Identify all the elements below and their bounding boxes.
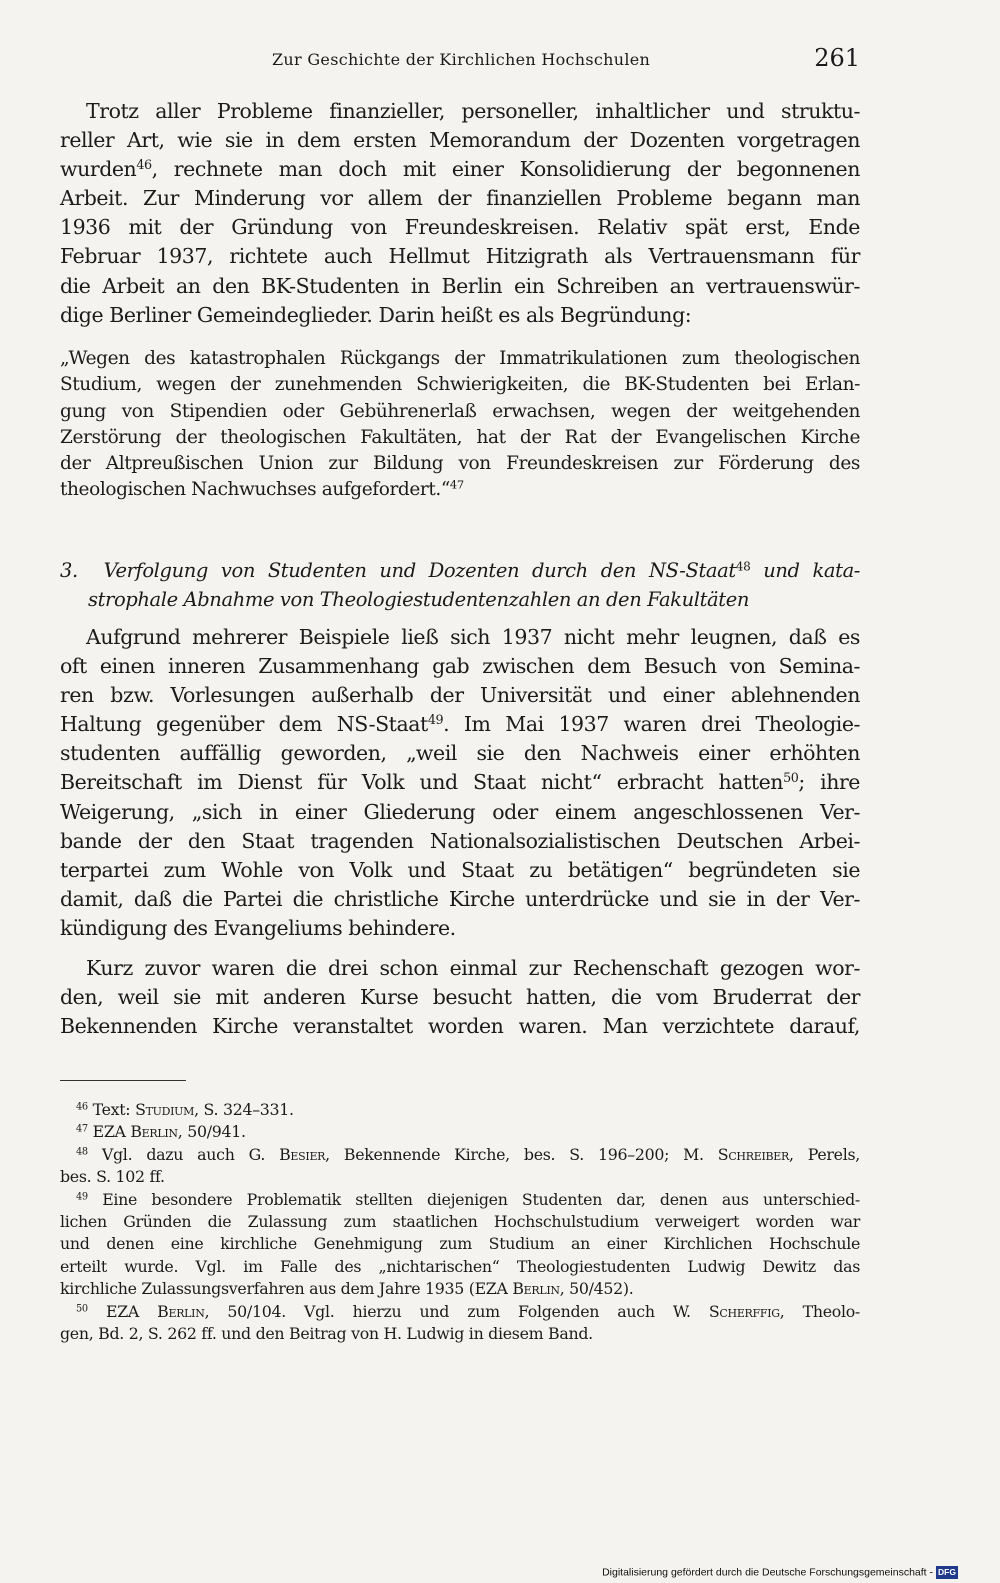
- text-line: Trotz aller Probleme finanzieller, personeller, inhaltlicher und struktu-: [86, 99, 860, 123]
- text-line: Bereitschaft im Dienst für Volk und Staat nicht“ erbracht hatten$^{50}$; ihre: [60, 770, 860, 795]
- footnote-49-cont: kirchliche Zulassungsverfahren aus dem Jahre 1935 (EZA Berlin, 50/452).: [60, 1279, 634, 1299]
- footnote-49-cont: lichen Gründen die Zulassung zum staatlichen Hochschulstudium verweigert worden war: [60, 1211, 860, 1231]
- quote-line: theologischen Nachwuchses aufgefordert.“$^{47}$: [60, 478, 464, 501]
- running-title: Zur Geschichte der Kirchlichen Hochschulen: [272, 50, 651, 69]
- footnote-50: $^{50}$ EZA Berlin, 50/104. Vgl. hierzu und zum Folgenden auch W. Scherffig, Theolo-: [76, 1301, 860, 1321]
- text-line: reller Art, wie sie in dem ersten Memorandum der Dozenten vorgetragen: [60, 128, 860, 153]
- text-line: oft einen inneren Zusammenhang gab zwischen dem Besuch von Semina-: [60, 654, 860, 679]
- text-line: 1936 mit der Gründung von Freundeskreisen. Relativ spät erst, Ende: [60, 215, 860, 240]
- quote-line: der Altpreußischen Union zur Bildung von Freundeskreisen zur Förderung des: [60, 453, 860, 475]
- quote-line: Studium, wegen der zunehmenden Schwierigkeiten, die BK-Studenten bei Erlan-: [60, 374, 860, 396]
- text-line: kündigung des Evangeliums behindere.: [60, 915, 456, 940]
- paragraph-1: [60, 97, 860, 330]
- paragraph-3: [60, 954, 860, 1041]
- footnote-50-cont: gen, Bd. 2, S. 262 ff. und den Beitrag von H. Ludwig in diesem Band.: [60, 1323, 593, 1343]
- text-line: studenten auffällig geworden, „weil sie den Nachweis einer erhöhten: [60, 741, 860, 766]
- footnote-ref: 49: [427, 712, 444, 728]
- text-line: dige Berliner Gemeindeglieder. Darin heißt es als Begründung:: [60, 302, 692, 327]
- footnote-ref: 48: [735, 559, 751, 574]
- text-line: die Arbeit an den BK-Studenten in Berlin ein Schreiben an vertrauenswür-: [60, 273, 860, 298]
- heading-line: strophale Abnahme von Theologiestudentenzahlen an den Fakultäten: [88, 588, 749, 611]
- section-heading: [60, 556, 860, 614]
- block-quote: [60, 346, 860, 504]
- text-line: Aufgrund mehrerer Beispiele ließ sich 1937 nicht mehr leugnen, daß es: [86, 625, 860, 649]
- quote-line: „Wegen des katastrophalen Rückgangs der Immatrikulationen zum theologischen: [60, 348, 860, 369]
- text-line: Weigerung, „sich in einer Gliederung oder einem angeschlossenen Ver-: [60, 799, 860, 824]
- quote-line: gung von Stipendien oder Gebührenerlaß erwachsen, wegen der weitgehenden: [60, 400, 860, 422]
- text-line: Haltung gegenüber dem NS-Staat$^{49}$. Im Mai 1937 waren drei Theologie-: [60, 712, 861, 737]
- paragraph-2: [60, 623, 860, 943]
- text-line: damit, daß die Partei die christliche Kirche unterdrücke und sie in der Ver-: [60, 886, 860, 911]
- text-line: ren bzw. Vorlesungen außerhalb der Universität und einer ablehnenden: [60, 683, 860, 708]
- footnote-ref: 50: [783, 770, 799, 786]
- footnotes: [60, 1099, 860, 1345]
- footnote-49-cont: und denen eine kirchliche Genehmigung zum Studium an einer Kirchlichen Hochschule: [60, 1234, 860, 1254]
- page-header: [60, 44, 860, 80]
- quote-line: Zerstörung der theologischen Fakultäten, hat der Rat der Evangelischen Kirche: [60, 426, 860, 448]
- footnote-separator: [60, 1080, 186, 1081]
- digitization-credit: Digitalisierung gefördert durch die Deutsche Forschungsgemeinschaft - DFG: [602, 1566, 958, 1579]
- page-number: 261: [814, 44, 860, 72]
- footnote-48-cont: bes. S. 102 ff.: [60, 1167, 165, 1187]
- footnote-ref: 47: [449, 478, 464, 493]
- footnote-47: $^{47}$ EZA Berlin, 50/941.: [76, 1122, 246, 1142]
- text-line: bande der den Staat tragenden Nationalsozialistischen Deutschen Arbei-: [60, 828, 860, 853]
- text-line: Arbeit. Zur Minderung vor allem der finanziellen Probleme begann man: [60, 186, 860, 211]
- text-line: Kurz zuvor waren die drei schon einmal zur Rechenschaft gezogen wor-: [86, 956, 860, 980]
- footnote-49-cont: erteilt wurde. Vgl. im Falle des „nichtarischen“ Theologiestudenten Ludwig Dewitz das: [60, 1256, 860, 1276]
- section-number: 3.: [60, 559, 78, 582]
- dfg-logo: DFG: [936, 1566, 958, 1579]
- footnote-46: $^{46}$ Text: Studium, S. 324–331.: [76, 1100, 294, 1119]
- text-line: wurden$^{46}$, rechnete man doch mit einer Konsolidierung der begonnenen: [60, 157, 860, 182]
- footnote-48: $^{48}$ Vgl. dazu auch G. Besier, Bekennende Kirche, bes. S. 196–200; M. Schreiber, Perels,: [76, 1144, 860, 1164]
- text-line: terpartei zum Wohle von Volk und Staat zu betätigen“ begründeten sie: [60, 857, 860, 882]
- text-line: Bekennenden Kirche veranstaltet worden waren. Man verzichtete darauf,: [60, 1014, 860, 1039]
- text-line: Februar 1937, richtete auch Hellmut Hitzigrath als Vertrauensmann für: [60, 244, 860, 269]
- text-line: den, weil sie mit anderen Kurse besucht hatten, die vom Bruderrat der: [60, 985, 860, 1010]
- footnote-ref: 46: [136, 157, 152, 173]
- footnote-49: $^{49}$ Eine besondere Problematik stellten diejenigen Studenten dar, denen aus unterschied-: [76, 1189, 860, 1209]
- heading-line: 3. Verfolgung von Studenten und Dozenten durch den NS-Staat$^{48}$ und kata-: [60, 559, 860, 582]
